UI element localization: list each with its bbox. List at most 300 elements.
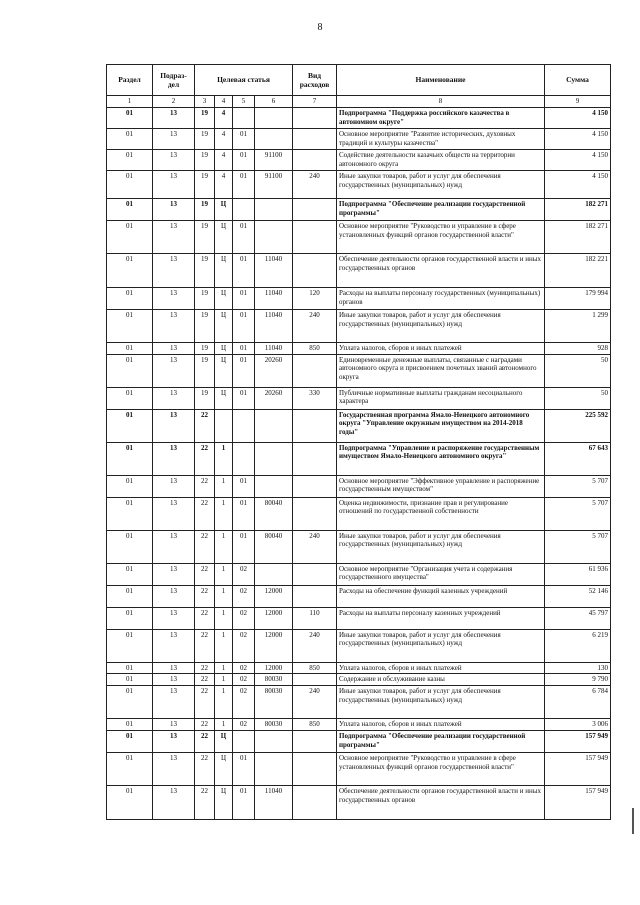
expense-type-cell: 240	[293, 686, 337, 719]
table-row	[107, 309, 611, 342]
program-code-cell: 22	[195, 563, 215, 585]
name-cell: Подпрограмма "Обеспечение реализации государственной программы"	[337, 198, 545, 220]
razdel-cell: 01	[107, 253, 153, 287]
razdel-cell: 01	[107, 629, 153, 662]
razdel-cell: 01	[107, 220, 153, 253]
name-cell: Расходы на выплаты персоналу казенных учреждений	[337, 607, 545, 629]
table-row	[107, 342, 611, 354]
subprogram-code-cell: Ц	[215, 287, 233, 309]
table-row	[107, 253, 611, 287]
program-code-cell: 22	[195, 585, 215, 607]
event-code-cell: 02	[233, 629, 255, 662]
event-code-cell	[233, 730, 255, 752]
budget-table	[106, 64, 611, 820]
name-cell: Расходы на выплаты персоналу государственных (муниципальных) органов	[337, 287, 545, 309]
col-num: 3	[195, 96, 215, 108]
expense-type-cell	[293, 674, 337, 686]
program-code-cell: 19	[195, 128, 215, 149]
podrazdel-cell: 13	[153, 170, 195, 198]
razdel-cell: 01	[107, 585, 153, 607]
direction-code-cell: 91100	[255, 170, 293, 198]
event-code-cell: 01	[233, 149, 255, 170]
event-code-cell: 02	[233, 563, 255, 585]
direction-code-cell	[255, 220, 293, 253]
expense-type-cell	[293, 730, 337, 752]
name-cell: Единовременные денежные выплаты, связанные с наградами автономного округа и присвоением почетных званий автономного округа	[337, 354, 545, 387]
podrazdel-cell: 13	[153, 342, 195, 354]
subprogram-code-cell: 1	[215, 585, 233, 607]
event-code-cell	[233, 409, 255, 442]
razdel-cell: 01	[107, 354, 153, 387]
sum-cell: 50	[545, 354, 611, 387]
table-row	[107, 719, 611, 731]
table-row	[107, 674, 611, 686]
program-code-cell: 22	[195, 475, 215, 497]
name-cell: Уплата налогов, сборов и иных платежей	[337, 719, 545, 731]
event-code-cell: 01	[233, 253, 255, 287]
header-naimenovanie: Наименование	[337, 65, 545, 96]
program-code-cell: 22	[195, 752, 215, 785]
table-row	[107, 752, 611, 785]
sum-cell: 5 707	[545, 530, 611, 563]
sum-cell: 6 784	[545, 686, 611, 719]
expense-type-cell	[293, 253, 337, 287]
name-cell: Обеспечение деятельности органов государственной власти и иных государственных органов	[337, 785, 545, 819]
program-code-cell: 22	[195, 497, 215, 530]
direction-code-cell: 11040	[255, 309, 293, 342]
event-code-cell: 01	[233, 287, 255, 309]
podrazdel-cell: 13	[153, 607, 195, 629]
subprogram-code-cell: 1	[215, 497, 233, 530]
expense-type-cell: 240	[293, 629, 337, 662]
event-code-cell: 01	[233, 342, 255, 354]
direction-code-cell: 80030	[255, 686, 293, 719]
expense-type-cell	[293, 785, 337, 819]
name-cell: Публичные нормативные выплаты гражданам несоциального характера	[337, 387, 545, 409]
table-row	[107, 107, 611, 128]
sum-cell: 6 219	[545, 629, 611, 662]
program-code-cell: 22	[195, 662, 215, 674]
name-cell: Основное мероприятие "Руководство и управление в сфере установленных функций органов государственной власти"	[337, 220, 545, 253]
col-num: 8	[337, 96, 545, 108]
event-code-cell: 01	[233, 752, 255, 785]
sum-cell: 4 150	[545, 107, 611, 128]
name-cell: Иные закупки товаров, работ и услуг для обеспечения государственных (муниципальных) нужд	[337, 309, 545, 342]
header-vid-rashodov: Вид расходов	[293, 65, 337, 96]
subprogram-code-cell: Ц	[215, 253, 233, 287]
event-code-cell: 01	[233, 220, 255, 253]
podrazdel-cell: 13	[153, 497, 195, 530]
podrazdel-cell: 13	[153, 128, 195, 149]
direction-code-cell	[255, 442, 293, 475]
program-code-cell: 19	[195, 342, 215, 354]
direction-code-cell	[255, 128, 293, 149]
table-row	[107, 198, 611, 220]
sum-cell: 182 221	[545, 253, 611, 287]
event-code-cell: 02	[233, 719, 255, 731]
expense-type-cell	[293, 585, 337, 607]
direction-code-cell	[255, 409, 293, 442]
sum-cell: 67 643	[545, 442, 611, 475]
expense-type-cell	[293, 198, 337, 220]
program-code-cell: 19	[195, 170, 215, 198]
direction-code-cell: 12000	[255, 585, 293, 607]
expense-type-cell	[293, 475, 337, 497]
podrazdel-cell: 13	[153, 309, 195, 342]
razdel-cell: 01	[107, 497, 153, 530]
razdel-cell: 01	[107, 674, 153, 686]
name-cell: Иные закупки товаров, работ и услуг для обеспечения государственных (муниципальных) нужд	[337, 629, 545, 662]
sum-cell: 157 949	[545, 752, 611, 785]
subprogram-code-cell: 1	[215, 719, 233, 731]
name-cell: Иные закупки товаров, работ и услуг для обеспечения государственных (муниципальных) нужд	[337, 530, 545, 563]
program-code-cell: 19	[195, 253, 215, 287]
table-row	[107, 686, 611, 719]
expense-type-cell: 240	[293, 170, 337, 198]
direction-code-cell: 80030	[255, 674, 293, 686]
event-code-cell: 02	[233, 607, 255, 629]
podrazdel-cell: 13	[153, 585, 195, 607]
razdel-cell: 01	[107, 170, 153, 198]
direction-code-cell: 11040	[255, 342, 293, 354]
header-razdel: Раздел	[107, 65, 153, 96]
direction-code-cell	[255, 563, 293, 585]
podrazdel-cell: 13	[153, 563, 195, 585]
direction-code-cell	[255, 198, 293, 220]
event-code-cell: 01	[233, 530, 255, 563]
header-celevaya-statya: Целевая статья	[195, 65, 293, 96]
subprogram-code-cell: Ц	[215, 730, 233, 752]
subprogram-code-cell: Ц	[215, 354, 233, 387]
table-row	[107, 662, 611, 674]
subprogram-code-cell: Ц	[215, 387, 233, 409]
name-cell: Оценка недвижимости, признание прав и регулирование отношений по государственной собственности	[337, 497, 545, 530]
sum-cell: 3 006	[545, 719, 611, 731]
expense-type-cell	[293, 442, 337, 475]
sum-cell: 157 949	[545, 730, 611, 752]
direction-code-cell	[255, 730, 293, 752]
expense-type-cell: 240	[293, 530, 337, 563]
table-row	[107, 563, 611, 585]
direction-code-cell: 11040	[255, 785, 293, 819]
event-code-cell: 02	[233, 662, 255, 674]
name-cell: Основное мероприятие "Организация учета и содержания государственного имущества"	[337, 563, 545, 585]
program-code-cell: 19	[195, 387, 215, 409]
podrazdel-cell: 13	[153, 387, 195, 409]
podrazdel-cell: 13	[153, 530, 195, 563]
sum-cell: 130	[545, 662, 611, 674]
event-code-cell: 02	[233, 686, 255, 719]
expense-type-cell	[293, 497, 337, 530]
podrazdel-cell: 13	[153, 287, 195, 309]
program-code-cell: 22	[195, 686, 215, 719]
header-podrazdel: Подраз-дел	[153, 65, 195, 96]
program-code-cell: 19	[195, 107, 215, 128]
event-code-cell: 02	[233, 585, 255, 607]
expense-type-cell: 850	[293, 719, 337, 731]
expense-type-cell	[293, 354, 337, 387]
subprogram-code-cell: Ц	[215, 198, 233, 220]
razdel-cell: 01	[107, 198, 153, 220]
expense-type-cell: 240	[293, 309, 337, 342]
expense-type-cell	[293, 107, 337, 128]
event-code-cell: 01	[233, 497, 255, 530]
col-num: 9	[545, 96, 611, 108]
sum-cell: 5 707	[545, 475, 611, 497]
expense-type-cell	[293, 409, 337, 442]
razdel-cell: 01	[107, 387, 153, 409]
sum-cell: 5 707	[545, 497, 611, 530]
razdel-cell: 01	[107, 607, 153, 629]
name-cell: Основное мероприятие "Эффективное управление и распоряжение государственным имуществом"	[337, 475, 545, 497]
razdel-cell: 01	[107, 686, 153, 719]
name-cell: Уплата налогов, сборов и иных платежей	[337, 342, 545, 354]
razdel-cell: 01	[107, 563, 153, 585]
program-code-cell: 19	[195, 287, 215, 309]
event-code-cell: 01	[233, 785, 255, 819]
sum-cell: 179 994	[545, 287, 611, 309]
direction-code-cell	[255, 475, 293, 497]
program-code-cell: 22	[195, 629, 215, 662]
razdel-cell: 01	[107, 287, 153, 309]
subprogram-code-cell: 4	[215, 170, 233, 198]
program-code-cell: 19	[195, 198, 215, 220]
table-row	[107, 128, 611, 149]
sum-cell: 4 150	[545, 128, 611, 149]
direction-code-cell: 20260	[255, 387, 293, 409]
table-row	[107, 785, 611, 819]
subprogram-code-cell: Ц	[215, 309, 233, 342]
subprogram-code-cell: 1	[215, 563, 233, 585]
event-code-cell: 01	[233, 387, 255, 409]
table-row	[107, 607, 611, 629]
subprogram-code-cell: 1	[215, 442, 233, 475]
subprogram-code-cell: 1	[215, 662, 233, 674]
podrazdel-cell: 13	[153, 409, 195, 442]
direction-code-cell: 11040	[255, 287, 293, 309]
podrazdel-cell: 13	[153, 107, 195, 128]
name-cell: Подпрограмма "Управление и распоряжение государственным имуществом Ямало-Ненецкого автономного округа"	[337, 442, 545, 475]
name-cell: Расходы на обеспечение функций казенных учреждений	[337, 585, 545, 607]
podrazdel-cell: 13	[153, 662, 195, 674]
table-row	[107, 220, 611, 253]
program-code-cell: 22	[195, 674, 215, 686]
direction-code-cell: 20260	[255, 354, 293, 387]
sum-cell: 50	[545, 387, 611, 409]
sum-cell: 52 146	[545, 585, 611, 607]
sum-cell: 182 271	[545, 220, 611, 253]
table-row	[107, 409, 611, 442]
podrazdel-cell: 13	[153, 730, 195, 752]
program-code-cell: 19	[195, 354, 215, 387]
table-body	[107, 107, 611, 819]
direction-code-cell: 80030	[255, 719, 293, 731]
name-cell: Подпрограмма "Обеспечение реализации государственной программы"	[337, 730, 545, 752]
subprogram-code-cell	[215, 409, 233, 442]
subprogram-code-cell: Ц	[215, 785, 233, 819]
direction-code-cell: 12000	[255, 662, 293, 674]
podrazdel-cell: 13	[153, 674, 195, 686]
expense-type-cell: 850	[293, 662, 337, 674]
razdel-cell: 01	[107, 662, 153, 674]
name-cell: Иные закупки товаров, работ и услуг для обеспечения государственных (муниципальных) нужд	[337, 686, 545, 719]
sum-cell: 225 592	[545, 409, 611, 442]
col-num: 2	[153, 96, 195, 108]
program-code-cell: 22	[195, 409, 215, 442]
subprogram-code-cell: 1	[215, 530, 233, 563]
razdel-cell: 01	[107, 730, 153, 752]
program-code-cell: 19	[195, 220, 215, 253]
col-num: 6	[255, 96, 293, 108]
table-row	[107, 287, 611, 309]
name-cell: Основное мероприятие "Развитие исторических, духовных традиций и культуры казачества"	[337, 128, 545, 149]
sum-cell: 928	[545, 342, 611, 354]
direction-code-cell: 11040	[255, 253, 293, 287]
event-code-cell: 02	[233, 674, 255, 686]
event-code-cell: 01	[233, 309, 255, 342]
direction-code-cell: 12000	[255, 629, 293, 662]
event-code-cell	[233, 107, 255, 128]
razdel-cell: 01	[107, 442, 153, 475]
col-num: 7	[293, 96, 337, 108]
column-number-row	[107, 96, 611, 108]
program-code-cell: 22	[195, 719, 215, 731]
podrazdel-cell: 13	[153, 686, 195, 719]
expense-type-cell: 120	[293, 287, 337, 309]
table-row	[107, 629, 611, 662]
name-cell: Государственная программа Ямало-Ненецкого автономного округа "Управление окружным имуществом на 2014-2018 годы"	[337, 409, 545, 442]
name-cell: Содержание и обслуживание казны	[337, 674, 545, 686]
sum-cell: 4 150	[545, 149, 611, 170]
subprogram-code-cell: 1	[215, 629, 233, 662]
table-row	[107, 387, 611, 409]
program-code-cell: 22	[195, 607, 215, 629]
col-num: 1	[107, 96, 153, 108]
subprogram-code-cell: Ц	[215, 220, 233, 253]
razdel-cell: 01	[107, 785, 153, 819]
table-row	[107, 442, 611, 475]
program-code-cell: 19	[195, 149, 215, 170]
header-summa: Сумма	[545, 65, 611, 96]
table-row	[107, 149, 611, 170]
sum-cell: 1 299	[545, 309, 611, 342]
program-code-cell: 22	[195, 530, 215, 563]
podrazdel-cell: 13	[153, 752, 195, 785]
name-cell: Иные закупки товаров, работ и услуг для обеспечения государственных (муниципальных) нужд	[337, 170, 545, 198]
razdel-cell: 01	[107, 107, 153, 128]
expense-type-cell	[293, 128, 337, 149]
subprogram-code-cell: 1	[215, 475, 233, 497]
expense-type-cell	[293, 752, 337, 785]
razdel-cell: 01	[107, 309, 153, 342]
podrazdel-cell: 13	[153, 442, 195, 475]
sum-cell: 182 271	[545, 198, 611, 220]
event-code-cell: 01	[233, 128, 255, 149]
subprogram-code-cell: 1	[215, 674, 233, 686]
direction-code-cell: 91100	[255, 149, 293, 170]
sum-cell: 61 936	[545, 563, 611, 585]
podrazdel-cell: 13	[153, 253, 195, 287]
expense-type-cell: 850	[293, 342, 337, 354]
podrazdel-cell: 13	[153, 220, 195, 253]
name-cell: Подпрограмма "Поддержка российского казачества в автономном округе"	[337, 107, 545, 128]
subprogram-code-cell: Ц	[215, 752, 233, 785]
scan-mark	[632, 808, 634, 834]
razdel-cell: 01	[107, 342, 153, 354]
name-cell: Уплата налогов, сборов и иных платежей	[337, 662, 545, 674]
expense-type-cell	[293, 563, 337, 585]
razdel-cell: 01	[107, 475, 153, 497]
name-cell: Содействие деятельности казачьих обществ на территории автономного округа	[337, 149, 545, 170]
razdel-cell: 01	[107, 719, 153, 731]
podrazdel-cell: 13	[153, 354, 195, 387]
table-row	[107, 730, 611, 752]
razdel-cell: 01	[107, 752, 153, 785]
table-row	[107, 354, 611, 387]
sum-cell: 4 150	[545, 170, 611, 198]
event-code-cell	[233, 442, 255, 475]
table-row	[107, 475, 611, 497]
event-code-cell: 01	[233, 170, 255, 198]
podrazdel-cell: 13	[153, 198, 195, 220]
sum-cell: 9 790	[545, 674, 611, 686]
razdel-cell: 01	[107, 530, 153, 563]
program-code-cell: 22	[195, 730, 215, 752]
col-num: 4	[215, 96, 233, 108]
event-code-cell: 01	[233, 475, 255, 497]
col-num: 5	[233, 96, 255, 108]
event-code-cell	[233, 198, 255, 220]
expense-type-cell	[293, 220, 337, 253]
program-code-cell: 22	[195, 442, 215, 475]
subprogram-code-cell: 4	[215, 149, 233, 170]
subprogram-code-cell: 4	[215, 128, 233, 149]
direction-code-cell	[255, 752, 293, 785]
sum-cell: 45 797	[545, 607, 611, 629]
subprogram-code-cell: Ц	[215, 342, 233, 354]
direction-code-cell: 12000	[255, 607, 293, 629]
podrazdel-cell: 13	[153, 149, 195, 170]
podrazdel-cell: 13	[153, 629, 195, 662]
table-row	[107, 497, 611, 530]
podrazdel-cell: 13	[153, 475, 195, 497]
razdel-cell: 01	[107, 409, 153, 442]
expense-type-cell: 330	[293, 387, 337, 409]
subprogram-code-cell: 4	[215, 107, 233, 128]
table-row	[107, 585, 611, 607]
program-code-cell: 19	[195, 309, 215, 342]
sum-cell: 157 949	[545, 785, 611, 819]
program-code-cell: 22	[195, 785, 215, 819]
name-cell: Основное мероприятие "Руководство и управление в сфере установленных функций органов государственной власти"	[337, 752, 545, 785]
table-row	[107, 530, 611, 563]
subprogram-code-cell: 1	[215, 686, 233, 719]
direction-code-cell	[255, 107, 293, 128]
page-number: 8	[317, 22, 323, 33]
podrazdel-cell: 13	[153, 785, 195, 819]
expense-type-cell	[293, 149, 337, 170]
direction-code-cell: 80040	[255, 497, 293, 530]
name-cell: Обеспечение деятельности органов государственной власти и иных государственных органов	[337, 253, 545, 287]
razdel-cell: 01	[107, 128, 153, 149]
expense-type-cell: 110	[293, 607, 337, 629]
subprogram-code-cell: 1	[215, 607, 233, 629]
podrazdel-cell: 13	[153, 719, 195, 731]
razdel-cell: 01	[107, 149, 153, 170]
event-code-cell: 01	[233, 354, 255, 387]
table-row	[107, 170, 611, 198]
direction-code-cell: 80040	[255, 530, 293, 563]
